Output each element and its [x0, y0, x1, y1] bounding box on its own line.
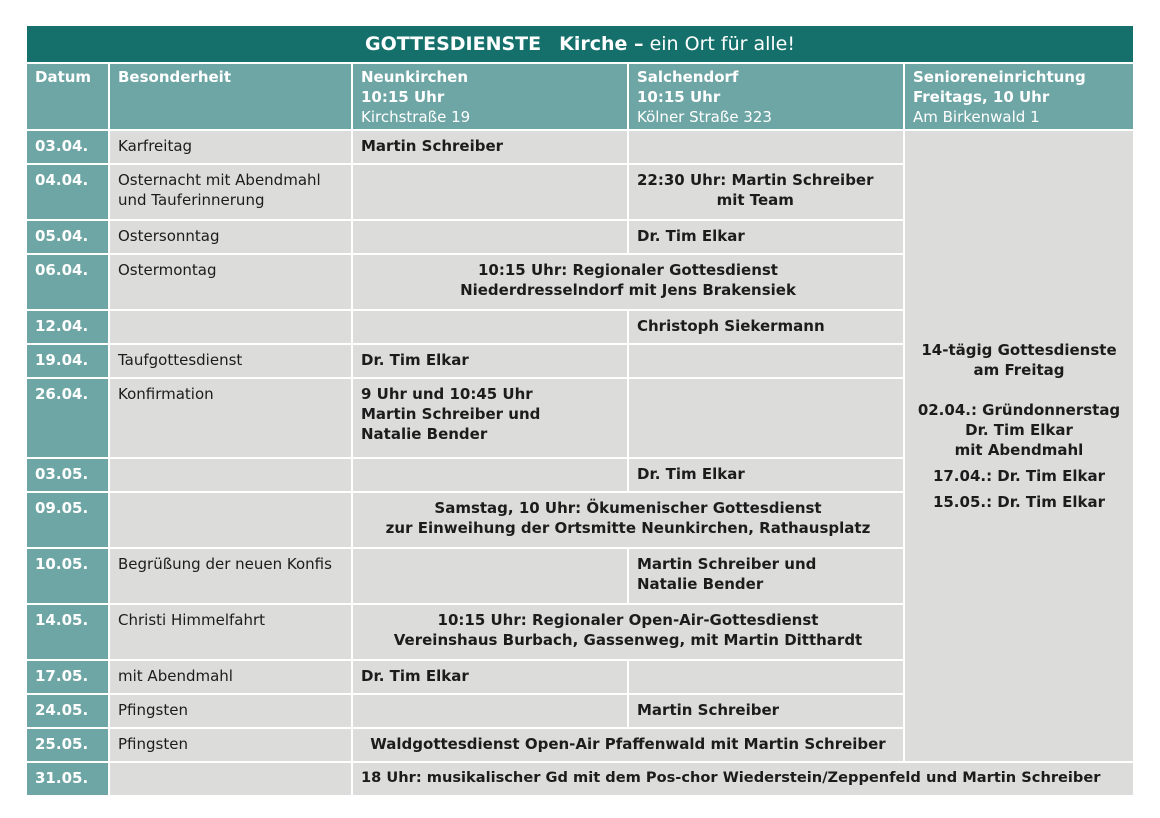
salchendorf-cell: Christoph Siekermann — [629, 311, 905, 345]
col-header-neunkirchen: Neunkirchen 10:15 Uhr Kirchstraße 19 — [353, 64, 629, 131]
salchendorf-cell: Martin Schreiber — [629, 695, 905, 729]
service-table — [27, 64, 1133, 797]
page-title — [27, 26, 1133, 64]
salchendorf-cell — [629, 131, 905, 165]
salchendorf-cell — [629, 379, 905, 459]
date-cell: 25.05. — [27, 729, 110, 763]
date-cell: 04.04. — [27, 165, 110, 221]
date-cell: 24.05. — [27, 695, 110, 729]
special-cell: Pfingsten — [110, 729, 353, 763]
salchendorf-cell: Martin Schreiber und Natalie Bender — [629, 549, 905, 605]
special-cell — [110, 763, 353, 797]
neunkirchen-cell — [353, 459, 629, 493]
title-rest: ein Ort für alle! — [649, 33, 795, 55]
neunkirchen-cell — [353, 695, 629, 729]
special-cell: mit Abendmahl — [110, 661, 353, 695]
date-cell: 19.04. — [27, 345, 110, 379]
combined-cell: 10:15 Uhr: Regionaler Open-Air-Gottesdienst Vereinshaus Burbach, Gassenweg, mit Martin Ditthardt — [353, 605, 905, 661]
header-row — [27, 64, 1133, 131]
special-cell: Taufgottesdienst — [110, 345, 353, 379]
special-cell: Ostermontag — [110, 255, 353, 311]
neunkirchen-cell: Dr. Tim Elkar — [353, 661, 629, 695]
combined-cell: 10:15 Uhr: Regionaler Gottesdienst Niederdresselndorf mit Jens Brakensiek — [353, 255, 905, 311]
special-cell: Konfirmation — [110, 379, 353, 459]
col-header-senioren: Senioreneinrichtung Freitags, 10 Uhr Am Birkenwald 1 — [905, 64, 1133, 131]
date-cell: 14.05. — [27, 605, 110, 661]
special-cell — [110, 459, 353, 493]
title-kirche: Kirche – — [559, 33, 644, 55]
date-cell: 03.05. — [27, 459, 110, 493]
col-header-datum: Datum — [27, 64, 110, 131]
salchendorf-cell: Dr. Tim Elkar — [629, 459, 905, 493]
salchendorf-cell: Dr. Tim Elkar — [629, 221, 905, 255]
special-cell — [110, 311, 353, 345]
special-cell: Pfingsten — [110, 695, 353, 729]
schedule — [27, 26, 1133, 797]
combined-cell: Waldgottesdienst Open-Air Pfaffenwald mit Martin Schreiber — [353, 729, 905, 763]
date-cell: 05.04. — [27, 221, 110, 255]
table-row — [27, 131, 1133, 165]
neunkirchen-cell: Martin Schreiber — [353, 131, 629, 165]
senior-info-cell: 14-tägig Gottesdienste am Freitag 02.04.: Gründonnerstag Dr. Tim Elkar mit Abendmahl 17.04.: Dr. Tim Elkar 15.05.: Dr. Tim Elkar — [905, 131, 1133, 763]
col-header-besonderheit: Besonderheit — [110, 64, 353, 131]
salchendorf-cell — [629, 661, 905, 695]
special-cell: Karfreitag — [110, 131, 353, 165]
neunkirchen-cell — [353, 549, 629, 605]
special-cell: Osternacht mit Abendmahl und Tauferinnerung — [110, 165, 353, 221]
date-cell: 17.05. — [27, 661, 110, 695]
neunkirchen-cell — [353, 165, 629, 221]
date-cell: 03.04. — [27, 131, 110, 165]
date-cell: 12.04. — [27, 311, 110, 345]
date-cell: 06.04. — [27, 255, 110, 311]
col-header-salchendorf: Salchendorf 10:15 Uhr Kölner Straße 323 — [629, 64, 905, 131]
special-cell: Christi Himmelfahrt — [110, 605, 353, 661]
date-cell: 26.04. — [27, 379, 110, 459]
salchendorf-cell: 22:30 Uhr: Martin Schreiber mit Team — [629, 165, 905, 221]
neunkirchen-cell — [353, 221, 629, 255]
table-row — [27, 763, 1133, 797]
neunkirchen-cell: Dr. Tim Elkar — [353, 345, 629, 379]
special-cell — [110, 493, 353, 549]
neunkirchen-cell: 9 Uhr und 10:45 Uhr Martin Schreiber und Natalie Bender — [353, 379, 629, 459]
neunkirchen-cell — [353, 311, 629, 345]
combined-cell: Samstag, 10 Uhr: Ökumenischer Gottesdienst zur Einweihung der Ortsmitte Neunkirchen, Rathausplatz — [353, 493, 905, 549]
special-cell: Ostersonntag — [110, 221, 353, 255]
salchendorf-cell — [629, 345, 905, 379]
date-cell: 09.05. — [27, 493, 110, 549]
title-main: GOTTESDIENSTE — [365, 33, 542, 55]
date-cell: 31.05. — [27, 763, 110, 797]
date-cell: 10.05. — [27, 549, 110, 605]
special-cell: Begrüßung der neuen Konfis — [110, 549, 353, 605]
wide-cell: 18 Uhr: musikalischer Gd mit dem Pos-chor Wiederstein/Zeppenfeld und Martin Schreiber — [353, 763, 1133, 797]
